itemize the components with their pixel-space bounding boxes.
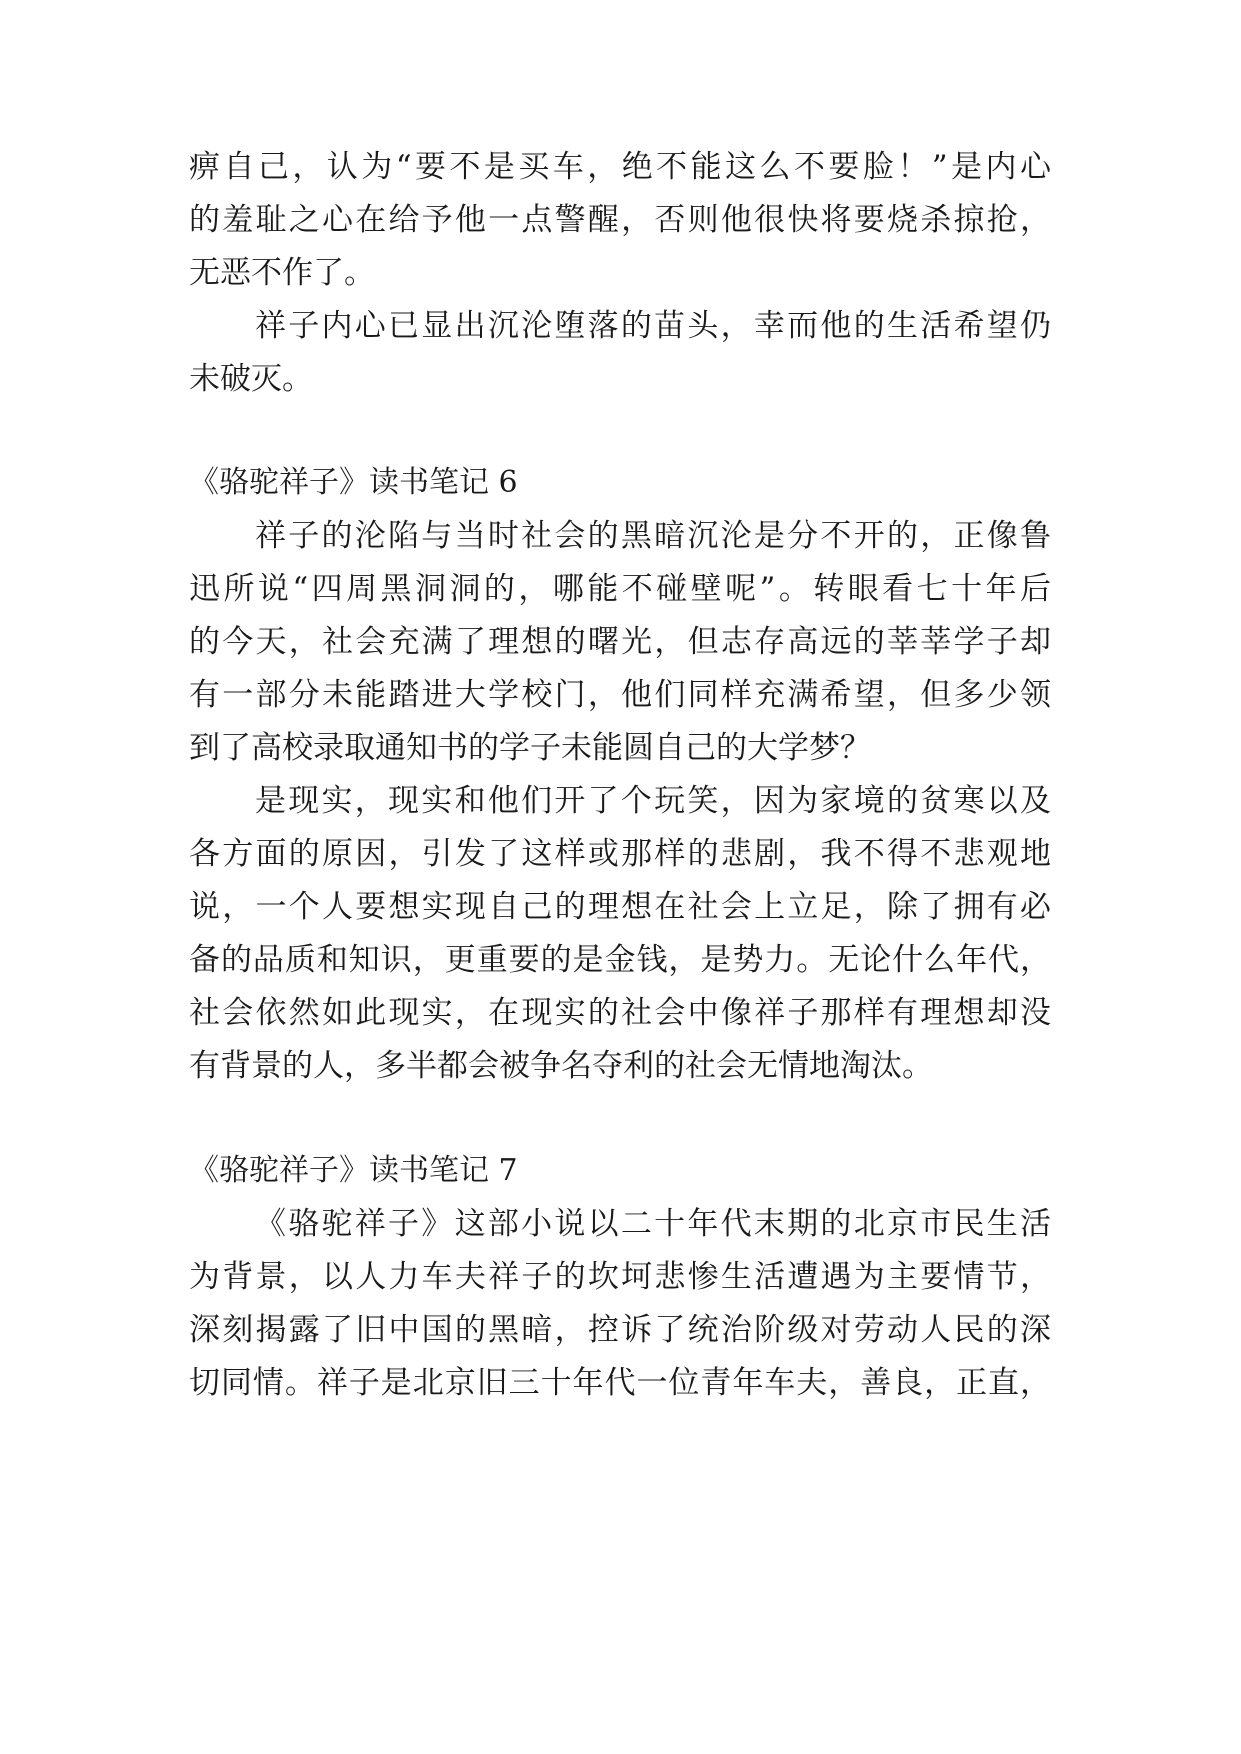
section-heading: 《骆驼祥子》读书笔记 6 (189, 465, 518, 500)
paragraph-line: 祥子的沦陷与当时社会的黑暗沉沦是分不开的，正像鲁 (255, 518, 1051, 554)
paragraph-line: 痹自己，认为“要不是买车，绝不能这么不要脸！”是内心 (189, 149, 1051, 185)
paragraph-line: 为背景，以人力车夫祥子的坎坷悲惨生活遭遇为主要情节， (189, 1259, 1051, 1295)
paragraph-line: 各方面的原因，引发了这样或那样的悲剧，我不得不悲观地 (189, 836, 1051, 872)
paragraph-line: 切同情。祥子是北京旧三十年代一位青年车夫，善良，正直， (189, 1365, 1051, 1401)
paragraph-line: 无恶不作了。 (189, 255, 375, 291)
paragraph-line: 是现实，现实和他们开了个玩笑，因为家境的贫寒以及 (255, 783, 1051, 819)
paragraph-line: 备的品质和知识，更重要的是金钱，是势力。无论什么年代， (189, 942, 1051, 978)
paragraph-line: 深刻揭露了旧中国的黑暗，控诉了统治阶级对劳动人民的深 (189, 1312, 1051, 1348)
section-heading: 《骆驼祥子》读书笔记 7 (189, 1153, 518, 1188)
paragraph-line: 《骆驼祥子》这部小说以二十年代末期的北京市民生活 (255, 1206, 1051, 1242)
paragraph-line: 的今天，社会充满了理想的曙光，但志存高远的莘莘学子却 (189, 624, 1051, 660)
paragraph-line: 祥子内心已显出沉沦堕落的苗头，幸而他的生活希望仍 (255, 308, 1051, 344)
paragraph-line: 的羞耻之心在给予他一点警醒，否则他很快将要烧杀掠抢， (189, 202, 1051, 238)
paragraph-line: 社会依然如此现实，在现实的社会中像祥子那样有理想却没 (189, 995, 1051, 1031)
paragraph-line: 有背景的人，多半都会被争名夺利的社会无情地淘汰。 (189, 1048, 933, 1084)
paragraph-line: 说，一个人要想实现自己的理想在社会上立足，除了拥有必 (189, 889, 1051, 925)
paragraph-line: 有一部分未能踏进大学校门，他们同样充满希望，但多少领 (189, 677, 1051, 713)
paragraph-line: 到了高校录取通知书的学子未能圆自己的大学梦？ (189, 730, 871, 766)
paragraph-line: 迅所说“四周黑洞洞的，哪能不碰壁呢”。转眼看七十年后 (189, 571, 1051, 607)
paragraph-line: 未破灭。 (189, 361, 313, 397)
